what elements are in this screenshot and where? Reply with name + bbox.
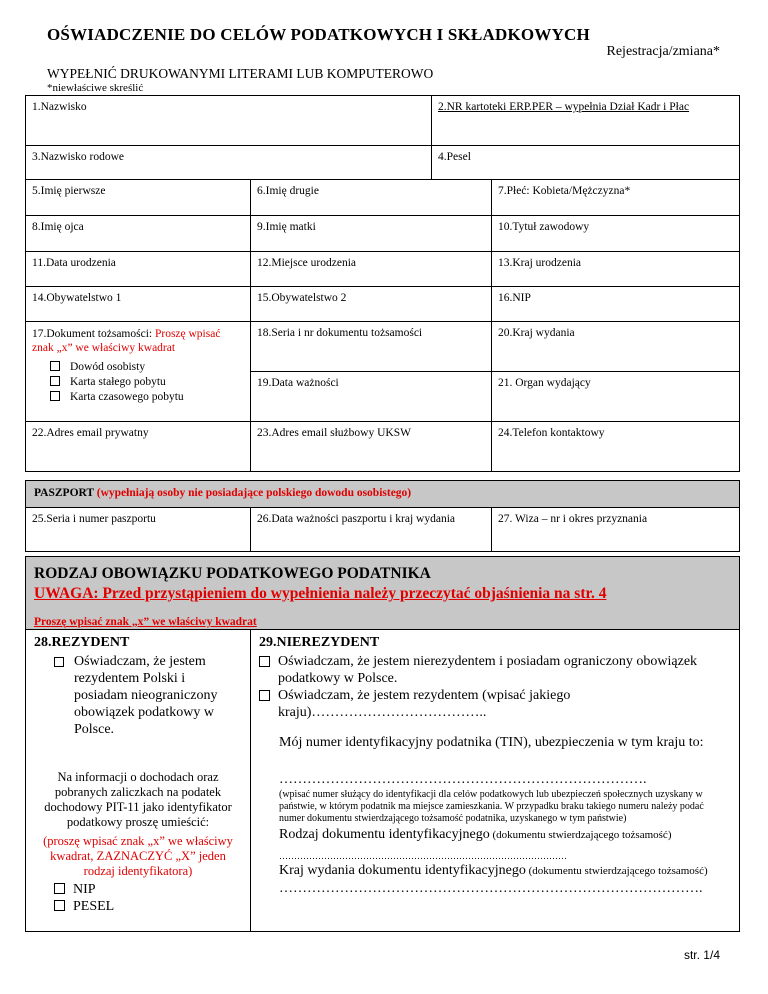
option-id-card[interactable]: Dowód osobisty — [50, 360, 244, 375]
option-permanent-residence[interactable]: Karta stałego pobytu — [50, 375, 244, 390]
registration-label: Rejestracja/zmiana* — [606, 44, 720, 59]
field-maiden-name[interactable]: 3.Nazwisko rodowe — [26, 146, 432, 180]
tax-table — [25, 556, 740, 932]
doc-type-label: Rodzaj dokumentu identyfikacyjnego (dokumentu stwierdzającego tożsamość) — [279, 827, 672, 842]
checkbox-icon[interactable] — [259, 690, 270, 701]
field-phone[interactable]: 24.Telefon kontaktowy — [492, 422, 740, 472]
field-document-number[interactable]: 18.Seria i nr dokumentu tożsamości — [251, 322, 492, 372]
field-passport-number[interactable]: 25.Seria i numer paszportu — [26, 508, 251, 552]
field-birth-place[interactable]: 12.Miejsce urodzenia — [251, 252, 492, 287]
personal-table-top — [25, 95, 740, 180]
field-mother-name[interactable]: 9.Imię matki — [251, 216, 492, 252]
fill-instruction: WYPEŁNIĆ DRUKOWANYMI LITERAMI LUB KOMPUTEROWO — [47, 66, 434, 81]
tin-text: Mój numer identyfikacyjny podatnika (TIN), ubezpieczenia w tym kraju to: — [279, 735, 704, 750]
field-issuing-authority[interactable]: 21. Organ wydający — [492, 372, 740, 422]
nonresident-title: 29.NIEREZYDENT — [259, 635, 380, 650]
tax-heading: RODZAJ OBOWIĄZKU PODATKOWEGO PODATNIKA — [34, 565, 431, 582]
field-professional-title[interactable]: 10.Tytuł zawodowy — [492, 216, 740, 252]
tax-warning: UWAGA: Przed przystąpieniem do wypełnienia należy przeczytać objaśnienia na str. 4 — [34, 585, 607, 602]
strike-note: *niewłaściwe skreślić — [47, 82, 144, 94]
checkbox-icon[interactable] — [50, 391, 60, 401]
checkbox-icon[interactable] — [54, 657, 64, 667]
checkbox-icon[interactable] — [54, 900, 65, 911]
passport-heading: PASZPORT (wypełniają osoby nie posiadające polskiego dowodu osobistego) — [26, 481, 740, 508]
resident-title: 28.REZYDENT — [34, 635, 130, 650]
field-pesel[interactable]: 4.Pesel — [432, 146, 740, 180]
pit-info: Na informacji o dochodach oraz pobranych zaliczkach na podatek dochodowy PIT-11 jako identyfikator podatkowy proszę umieścić: — [44, 770, 232, 829]
field-erp-number[interactable]: 2.NR kartoteki ERP.PER – wypełnia Dział Kadr i Płac — [432, 96, 740, 146]
field-second-name[interactable]: 6.Imię drugie — [251, 180, 492, 216]
checkbox-icon[interactable] — [259, 656, 270, 667]
field-work-email[interactable]: 23.Adres email służbowy UKSW — [251, 422, 492, 472]
field-first-name[interactable]: 5.Imię pierwsze — [26, 180, 251, 216]
checkbox-icon[interactable] — [54, 883, 65, 894]
checkbox-icon[interactable] — [50, 376, 60, 386]
option-temporary-residence[interactable]: Karta czasowego pobytu — [50, 390, 244, 405]
field-citizenship-1[interactable]: 14.Obywatelstwo 1 — [26, 287, 251, 322]
field-gender[interactable]: 7.Płeć: Kobieta/Mężczyzna* — [492, 180, 740, 216]
doc-country-label: Kraj wydania dokumentu identyfikacyjnego (dokumentu stwierdzającego tożsamość) — [279, 863, 708, 878]
pit-instruction: (proszę wpisać znak „x” we właściwy kwadrat, ZAZNACZYĆ „X” jeden rodzaj identyfikatora) — [43, 834, 233, 878]
page-number: str. 1/4 — [683, 948, 720, 962]
field-expiry-date[interactable]: 19.Data ważności — [251, 372, 492, 422]
tin-note: (wpisać numer służący do identyfikacji dla celów podatkowych lub ubezpieczeń społecznych uzyskany w państwie, w którym podatnik ma miejsce zamieszkania. W przypadku braku takiego numeru należy podać numer dokumentu stwierdzającego tożsamość podatnika, uzyskanego w tym państwie) — [279, 789, 704, 824]
tax-heading-block — [26, 557, 740, 616]
passport-table — [25, 480, 740, 552]
field-father-name[interactable]: 8.Imię ojca — [26, 216, 251, 252]
option-resident[interactable]: Oświadczam, że jestem rezydentem Polski i posiadam nieograniczony obowiązek podatkowy w Polsce. — [54, 653, 242, 738]
field-surname[interactable]: 1.Nazwisko — [26, 96, 432, 146]
option-foreign-resident[interactable]: Oświadczam, że jestem rezydentem (wpisać jakiego kraju)……………………………….. — [259, 687, 731, 721]
field-private-email[interactable]: 22.Adres email prywatny — [26, 422, 251, 472]
field-visa[interactable]: 27. Wiza – nr i okres przyznania — [492, 508, 740, 552]
tax-instruction: Proszę wpisać znak „x” we właściwy kwadrat — [26, 616, 740, 630]
field-issue-country[interactable]: 20.Kraj wydania — [492, 322, 740, 372]
field-id-document: 17.Dokument tożsamości: Proszę wpisać znak „x” we właściwy kwadrat Dowód osobisty Karta stałego pobytu Karta czasowego pobytu — [26, 322, 251, 422]
option-nonresident[interactable]: Oświadczam, że jestem nierezydentem i posiadam ograniczony obowiązek podatkowy w Polsce. — [259, 653, 731, 687]
personal-table-main — [25, 179, 740, 472]
field-citizenship-2[interactable]: 15.Obywatelstwo 2 — [251, 287, 492, 322]
field-nip[interactable]: 16.NIP — [492, 287, 740, 322]
nonresident-column — [251, 630, 740, 932]
form-title: OŚWIADCZENIE DO CELÓW PODATKOWYCH I SKŁADKOWYCH — [47, 25, 590, 44]
tin-input-line[interactable]: ……………………………………………………………………. — [279, 772, 647, 787]
option-pit-nip[interactable]: NIP — [54, 881, 242, 898]
option-pit-pesel[interactable]: PESEL — [54, 898, 242, 915]
doc-country-input-line[interactable]: ………………………………………………………………………………. — [279, 881, 703, 896]
resident-column — [26, 630, 251, 932]
checkbox-icon[interactable] — [50, 361, 60, 371]
field-birth-country[interactable]: 13.Kraj urodzenia — [492, 252, 740, 287]
field-passport-expiry[interactable]: 26.Data ważności paszportu i kraj wydania — [251, 508, 492, 552]
doc-type-input-line[interactable]: …………………………………………………………………………………… — [279, 851, 567, 861]
field-birth-date[interactable]: 11.Data urodzenia — [26, 252, 251, 287]
